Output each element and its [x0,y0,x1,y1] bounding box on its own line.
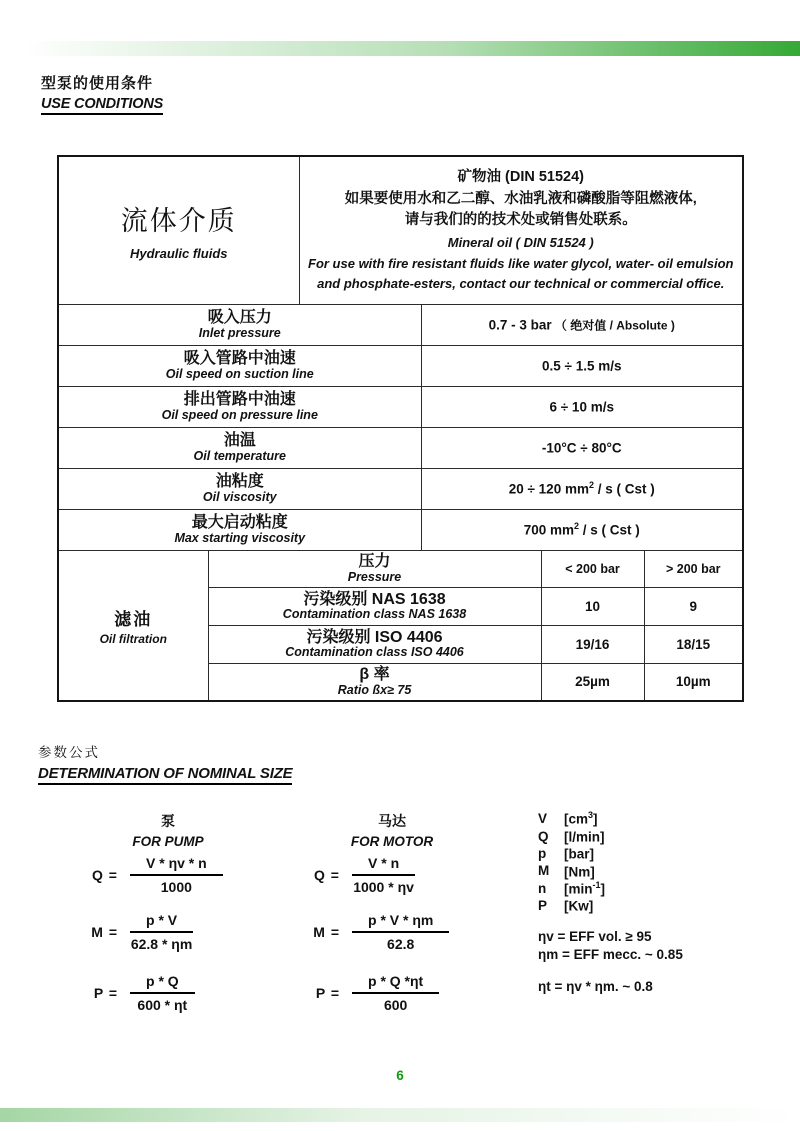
fluids-desc-en-2: For use with fire resistant fluids like water glycol, water- oil emulsion [308,255,734,271]
row-label [208,663,541,701]
eff-mecc-note: ηm = EFF mecc. ~ 0.85 [538,947,683,962]
row-label-en: Contamination class NAS 1638 [282,607,467,622]
formula-denominator: 1000 [160,879,192,895]
motor-formula-q [298,855,415,895]
row-label [58,509,421,550]
formula-denominator: 62.8 [387,936,415,952]
row-label-zh: 吸入管路中油速 [183,349,296,367]
unit-symbol: V [538,811,548,827]
motor-formula-m [298,912,449,952]
col-header-gt200bar: > 200 bar [644,550,743,587]
units-legend [538,810,605,914]
table-row-inlet-pressure [58,304,743,345]
formulas-title-zh: 参数公式 [38,745,100,760]
formula-numerator: p * V * ηm [352,912,449,933]
value-text: 20 ÷ 120 mm [508,481,589,497]
value-sup: 2 [574,521,580,532]
motor-header-en: FOR MOTOR [350,834,434,849]
unit-symbol: n [538,880,547,896]
fluids-label-en: Hydraulic fluids [129,246,228,262]
pump-formula-p [76,973,195,1013]
formula-lhs: Q = [92,867,118,883]
row-label [58,427,421,468]
pump-header-zh: 泵 [161,813,175,829]
eff-total-note: ηt = ηv * ηm. ~ 0.8 [538,979,653,994]
unit-row-v [538,810,605,827]
unit-text: [Kw] [564,898,594,914]
fluids-desc-en-3: and phosphate-esters, contact our technical or commercial office. [317,276,725,292]
formula-lhs: Q = [314,867,340,883]
value-post: / s ( Cst ) [579,522,640,538]
unit-sup: 3 [588,810,594,821]
unit-row-p-upper [538,897,605,914]
row-label-en: Inlet pressure [198,326,281,341]
formula-lhs: M = [91,924,118,940]
row-label-en: Ratio ßx≥ 75 [337,682,412,697]
row-label [58,304,421,345]
pump-formula-m [76,912,193,952]
formula-denominator: 62.8 * ηm [130,936,193,952]
row-label [58,468,421,509]
fluids-desc-zh-2: 如果要使用水和乙二醇、水油乳液和磷酸脂等阻燃液体, [344,190,697,207]
formulas-title-en: DETERMINATION OF NOMINAL SIZE [38,765,292,785]
unit-sup: -1 [592,880,601,890]
row-label [58,345,421,386]
unit-text: [Nm] [564,864,595,880]
row-label [58,386,421,427]
row-label-zh: 污染级别 NAS 1638 [303,590,446,608]
page-number: 6 [396,1068,404,1083]
beta-gt200: 10µm [644,663,743,701]
pressure-header-en: Pressure [347,569,402,584]
nas1638-gt200: 9 [644,587,743,625]
formula-denominator: 600 * ηt [137,997,188,1013]
bottom-gradient-bar [0,1108,800,1122]
row-label [208,625,541,663]
row-label-en: Oil speed on suction line [165,367,314,382]
unit-symbol: Q [538,828,549,844]
table-row-filtration-header [58,550,743,587]
row-label-en: Max starting viscosity [174,531,306,546]
section-heading-use-conditions [41,72,163,115]
formula-numerator: V * n [352,855,415,876]
value-text: 6 ÷ 10 m/s [549,399,614,415]
row-label-zh: 排出管路中油速 [183,390,296,408]
fluids-description-cell [299,156,743,304]
unit-text: [l/min] [564,829,605,845]
formula-denominator: 1000 * ηv [353,879,414,895]
row-label-en: Oil speed on pressure line [161,408,318,423]
eff-vol-note: ηv = EFF vol. ≥ 95 [538,929,652,944]
value-text: 0.7 - 3 bar [488,317,552,333]
filtration-label-cell [58,550,208,701]
formula-numerator: V * ηv * n [130,855,223,876]
row-value [421,345,743,386]
table-row-fluids [58,156,743,304]
iso4406-lt200: 19/16 [541,625,644,663]
formula-numerator: p * V [130,912,193,933]
row-label [208,587,541,625]
fluids-label-cell [58,156,299,304]
pressure-header-cell [208,550,541,587]
pressure-header-zh: 压力 [358,553,391,571]
row-value [421,427,743,468]
value-text: 700 mm [523,522,574,538]
pump-header-en: FOR PUMP [132,834,204,849]
value-post: / s ( Cst ) [593,481,655,497]
col-header-lt200bar: < 200 bar [541,550,644,587]
row-label-zh: 吸入压力 [207,308,272,326]
unit-row-p-lower [538,845,605,862]
row-label-zh: β 率 [359,666,390,684]
value-sup: 2 [588,480,594,491]
section-title-en: USE CONDITIONS [41,96,163,115]
unit-text: [bar] [564,846,594,862]
table-row-max-starting-viscosity [58,509,743,550]
formula-numerator: p * Q *ηt [352,973,439,994]
formula-lhs: P = [93,985,118,1001]
formula-denominator: 600 [383,997,408,1013]
iso4406-gt200: 18/15 [644,625,743,663]
table-row-pressure-speed [58,386,743,427]
unit-symbol: p [538,845,547,861]
motor-header-zh: 马达 [378,813,406,829]
filtration-label-en: Oil filtration [99,631,167,646]
fluids-desc-zh-1: 矿物油 (DIN 51524) [457,168,584,185]
row-value [421,304,743,345]
beta-lt200: 25µm [541,663,644,701]
pump-column-header [88,811,248,849]
row-label-zh: 污染级别 ISO 4406 [306,628,443,646]
filtration-label-zh: 滤油 [114,609,153,629]
pump-formula-q [76,855,223,895]
formula-numerator: p * Q [130,973,195,994]
row-value [421,509,743,550]
row-label-en: Oil viscosity [202,490,277,505]
nas1638-lt200: 10 [541,587,644,625]
row-value [421,468,743,509]
row-label-zh: 油温 [223,431,256,449]
fluids-desc-zh-3: 请与我们的的技术处或销售处联系。 [404,212,637,229]
unit-post: ] [600,881,606,897]
unit-symbol: M [538,863,550,879]
top-gradient-bar [22,41,800,56]
row-label-zh: 油粘度 [215,472,264,490]
table-row-suction-speed [58,345,743,386]
unit-symbol: P [538,898,548,914]
formula-lhs: P = [315,985,340,1001]
value-note: （ 绝对值 / Absolute ) [551,318,675,333]
table-row-oil-temperature [58,427,743,468]
unit-row-m [538,862,605,879]
unit-row-q [538,827,605,844]
use-conditions-table [57,155,744,702]
fluids-label-zh: 流体介质 [120,206,237,237]
motor-column-header [312,811,472,849]
unit-text: [cm [564,811,589,827]
unit-post: ] [593,811,598,827]
unit-text: [min [564,881,593,897]
fluids-desc-en-1: Mineral oil ( DIN 51524 ) [447,235,594,251]
table-row-oil-viscosity [58,468,743,509]
row-label-zh: 最大启动粘度 [191,513,288,531]
section-heading-nominal-size [38,741,292,785]
row-label-en: Contamination class ISO 4406 [285,645,464,660]
value-text: 0.5 ÷ 1.5 m/s [542,358,622,374]
section-title-zh: 型泵的使用条件 [41,75,154,92]
unit-row-n [538,880,605,897]
row-label-en: Oil temperature [193,449,286,464]
row-value [421,386,743,427]
motor-formula-p [298,973,439,1013]
value-text: -10°C ÷ 80°C [541,440,622,456]
formula-lhs: M = [313,924,340,940]
